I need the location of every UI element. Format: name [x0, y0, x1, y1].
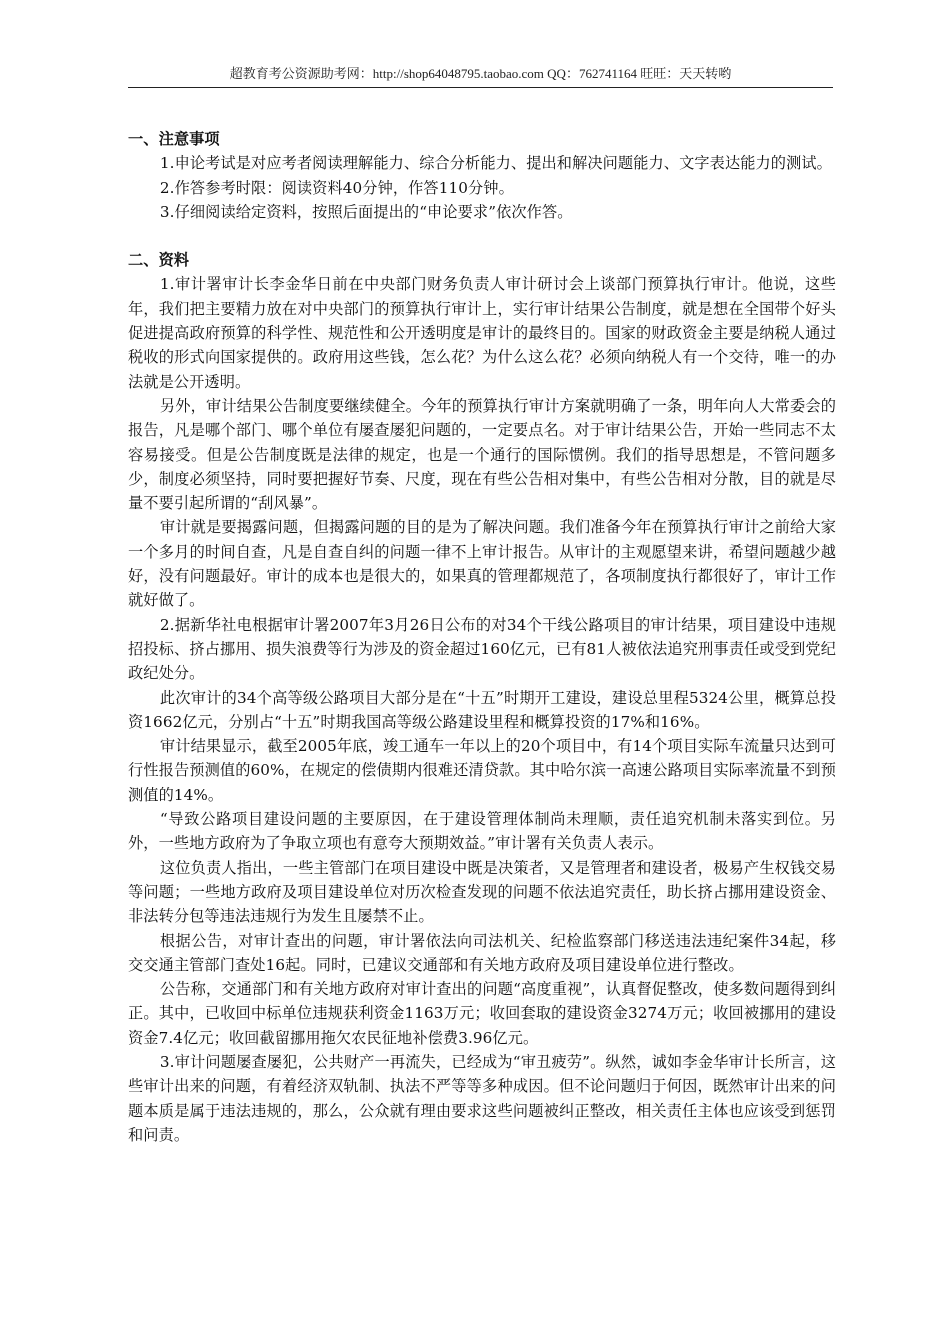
material-paragraph: 公告称，交通部门和有关地方政府对审计查出的问题“高度重视”，认真督促整改，使多数问题得到纠正。其中，已收回中标单位违规获利资金1163万元；收回套取的建设资金3274万元；收回被挪用的建设资金7.4亿元；收回截留挪用拖欠农民征地补偿费3.96亿元。 [128, 980, 836, 1047]
material-paragraph: 这位负责人指出，一些主管部门在项目建设中既是决策者，又是管理者和建设者，极易产生权钱交易等问题；一些地方政府及项目建设单位对历次检查发现的问题不依法追究责任，助长挤占挪用建设资金、非法转分包等违法违规行为发生且屡禁不止。 [128, 858, 836, 926]
material-paragraph: 根据公告，对审计查出的问题，审计署依法向司法机关、纪检监察部门移送违法违纪案件34起，移交交通主管部门查处16起。同时，已建议交通部和有关地方政府及项目建设单位进行整改。 [128, 931, 836, 974]
section-heading-notes: 一、注意事项 [128, 130, 220, 148]
material-paragraph: 另外，审计结果公告制度要继续健全。今年的预算执行审计方案就明确了一条，明年向人大常委会的报告，凡是哪个部门、哪个单位有屡查屡犯问题的，一定要点名。对于审计结果公告，开始一些同志不太容易接受。但是公告制度既是法律的规定，也是一个通行的国际惯例。我们的指导思想是，不管问题多少，制度必须坚持，同时要把握好节奏、尺度，现在有些公告相对集中，有些公告相对分散，目的就是尽量不要引起所谓的“刮风暴”。 [128, 396, 836, 513]
document-body [128, 127, 836, 1147]
material-paragraph: 1.审计署审计长李金华日前在中央部门财务负责人审计研讨会上谈部门预算执行审计。他说，这些年，我们把主要精力放在对中央部门的预算执行审计上，实行审计结果公告制度，就是想在全国带个好头促进提高政府预算的科学性、规范性和公开透明度是审计的最终目的。国家的财政资金主要是纳税人通过税收的形式向国家提供的。政府用这些钱，怎么花？为什么这么花？必须向纳税人有一个交待，唯一的办法就是公开透明。 [128, 275, 836, 391]
notes-item: 3.仔细阅读给定资料，按照后面提出的“申论要求”依次作答。 [159, 202, 573, 221]
section-heading-materials: 二、资料 [128, 251, 190, 270]
notes-item: 2.作答参考时限：阅读资料40分钟，作答110分钟。 [159, 178, 514, 197]
material-paragraph: 3.审计问题屡查屡犯，公共财产一再流失，已经成为“审丑疲劳”。纵然，诚如李金华审计长所言，这些审计出来的问题，有着经济双轨制、执法不严等等多种成因。但不论问题归于何因，既然审计出来的问题本质是属于违法违规的，那么，公众就有理由要求这些问题被纠正整改，相关责任主体也应该受到惩罚和问责。 [128, 1052, 836, 1144]
material-paragraph: “导致公路项目建设问题的主要原因，在于建设管理体制尚未理顺，责任追究机制未落实到位。另外，一些地方政府为了争取立项也有意夸大预期效益。”审计署有关负责人表示。 [128, 810, 836, 853]
material-paragraph: 审计结果显示，截至2005年底，竣工通车一年以上的20个项目中，有14个项目实际车流量只达到可行性报告预测值的60%，在规定的偿债期内很难还清贷款。其中哈尔滨一高速公路项目实际率流量不到预测值的14%。 [128, 737, 836, 804]
material-paragraph: 此次审计的34个高等级公路项目大部分是在“十五”时期开工建设，建设总里程5324公里，概算总投资1662亿元，分别占“十五”时期我国高等级公路建设里程和概算投资的17%和16%。 [128, 688, 836, 731]
section-spacer [128, 224, 836, 248]
notes-item: 1.申论考试是对应考者阅读理解能力、综合分析能力、提出和解决问题能力、文字表达能力的测试。 [159, 154, 832, 173]
material-paragraph: 审计就是要揭露问题，但揭露问题的目的是为了解决问题。我们准备今年在预算执行审计之前给大家一个多月的时间自查，凡是自查自纠的问题一律不上审计报告。从审计的主观愿望来讲，希望问题越少越好，没有问题最好。审计的成本也是很大的，如果真的管理都规范了，各项制度执行都很好了，审计工作就好做了。 [128, 518, 836, 610]
material-paragraph: 2.据新华社电根据审计署2007年3月26日公布的对34个干线公路项目的审计结果，项目建设中违规招投标、挤占挪用、损失浪费等行为涉及的资金超过160亿元，已有81人被依法追究刑事责任或受到党纪政纪处分。 [128, 615, 836, 683]
page-header: 超教育考公资源助考网：http://shop64048795.taobao.com QQ：762741164 旺旺：天天转哟 [128, 64, 833, 88]
